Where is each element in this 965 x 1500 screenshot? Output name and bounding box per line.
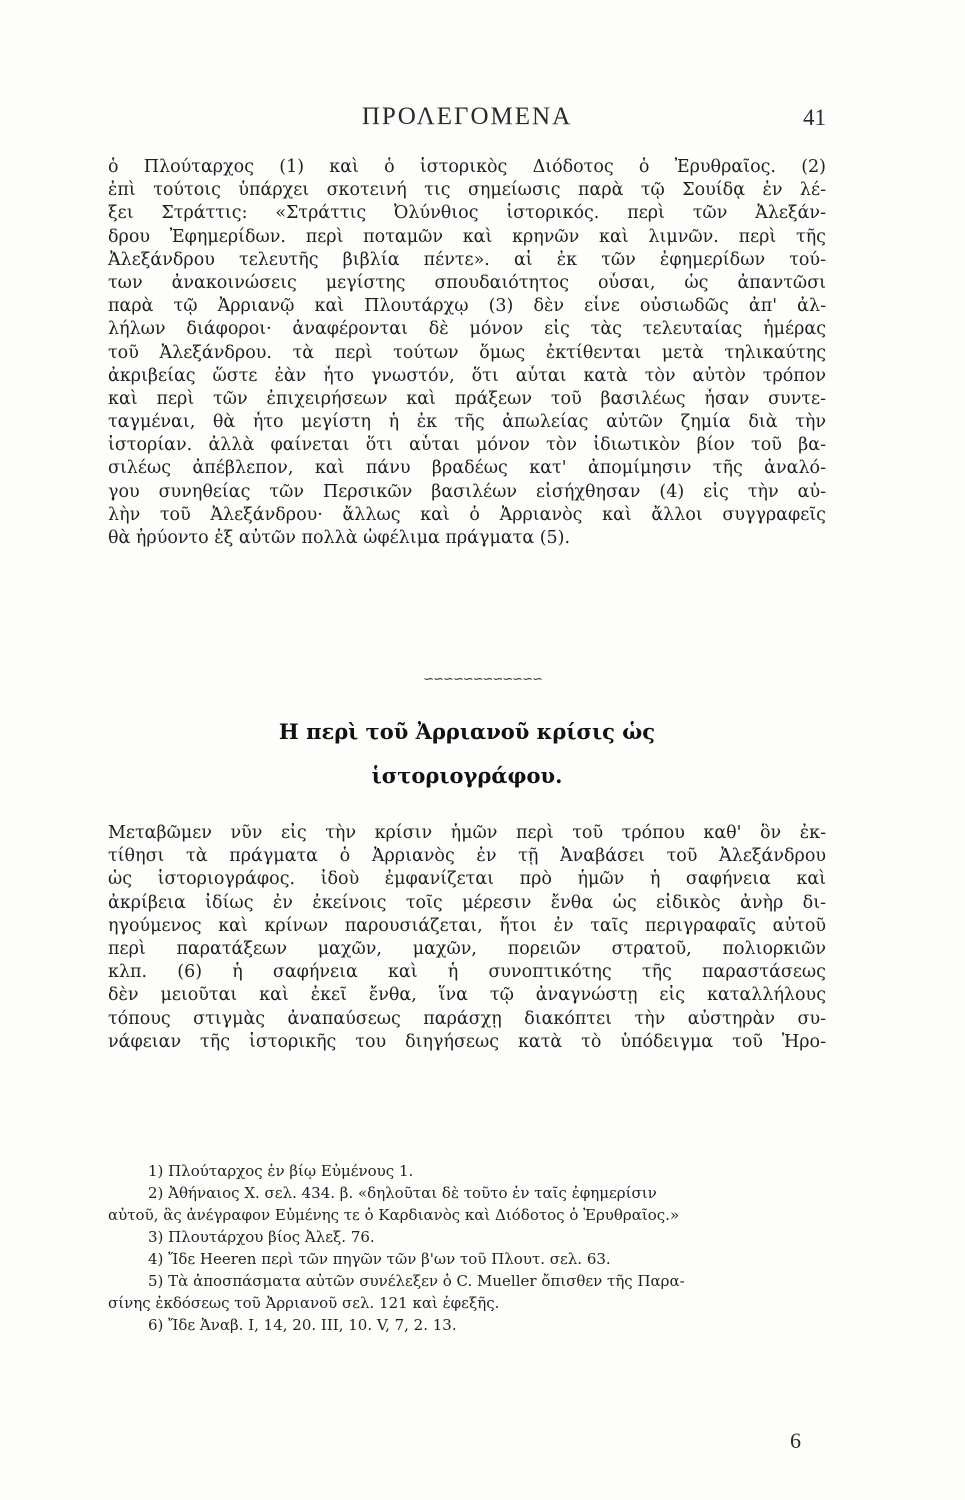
footnote-2: 2) Ἀθήναιος Χ. σελ. 434. β. «δηλοῦται δὲ τοῦτο ἐν ταῖς ἐφημερίσιν — [148, 1184, 657, 1202]
paragraph-intro — [108, 156, 826, 550]
text-line: γου συνηθείας τῶν Περσικῶν βασιλέων εἰσήχθησαν (4) εἰς τὴν αὐ- — [108, 481, 826, 502]
footnote-6: 6) Ἴδε Ἀναβ. I, 14, 20. III, 10. V, 7, 2. 13. — [148, 1316, 457, 1334]
section-heading — [108, 710, 826, 798]
text-line: καὶ περὶ τῶν ἐπιχειρήσεων καὶ πράξεων τοῦ βασιλέως ἦσαν συντε- — [108, 388, 826, 409]
footnotes — [108, 1160, 826, 1336]
footnote-5-continued: σίνης ἐκδόσεως τοῦ Ἀρριανοῦ σελ. 121 καὶ ἐφεξῆς. — [108, 1294, 500, 1312]
text-line: σιλέως ἀπέβλεπον, καὶ πάνυ βραδέως κατ' ἀπομίμησιν τῆς ἀναλό- — [108, 458, 826, 479]
footnote-4: 4) Ἴδε Heeren περὶ τῶν πηγῶν τῶν β'ων τοῦ Πλουτ. σελ. 63. — [148, 1250, 611, 1268]
text-line: τίθησι τὰ πράγματα ὁ Ἀρριανὸς ἐν τῇ Ἀναβάσει τοῦ Ἀλεξάνδρου — [108, 846, 826, 867]
text-line: ὁ Πλούταρχος (1) καὶ ὁ ἱστορικὸς Διόδοτος ὁ Ἐρυθραῖος. (2) — [108, 157, 826, 177]
text-line: Ἀλεξάνδρου τελευτῆς βιβλία πέντε». αἱ ἐκ τῶν ἐφημερίδων τού- — [108, 249, 826, 270]
text-line: λὴν τοῦ Ἀλεξάνδρου· ἄλλως καὶ ὁ Ἀρριανὸς καὶ ἄλλοι συγγραφεῖς — [108, 504, 826, 525]
text-line: λήλων διάφοροι· ἀναφέρονται δὲ μόνον εἰς τὰς τελευταίας ἡμέρας — [108, 319, 826, 340]
text-line: ὡς ἱστοριογράφος. ἰδοὺ ἐμφανίζεται πρὸ ἡμῶν ἡ σαφήνεια καὶ — [108, 869, 826, 890]
text-line: των ἀνακοινώσεις μεγίστης σπουδαιότητος οὖσαι, ὡς ἀπαντῶσι — [108, 272, 826, 293]
page-number: 41 — [803, 105, 826, 130]
text-line: Μεταβῶμεν νῦν εἰς τὴν κρίσιν ἡμῶν περὶ τοῦ τρόπου καθ' ὃν ἐκ- — [108, 823, 826, 843]
text-line: τοῦ Ἀλεξάνδρου. τὰ περὶ τούτων ὅμως ἐκτίθενται μετὰ τηλικαύτης — [108, 342, 826, 363]
text-line: ἀκρίβεια ἰδίως ἐν ἐκείνοις τοῖς μέρεσιν ἔνθα ὡς εἰδικὸς ἀνὴρ δι- — [108, 892, 826, 913]
sheet-signature: 6 — [790, 1428, 801, 1453]
text-line: περὶ παρατάξεων μαχῶν, μαχῶν, πορειῶν στρατοῦ, πολιορκιῶν — [108, 938, 826, 959]
section-heading-line: ἱστοριογράφου. — [371, 763, 563, 788]
text-line: ἐπὶ τούτοις ὑπάρχει σκοτεινή τις σημείωσις παρὰ τῷ Σουίδᾳ ἐν λέ- — [108, 180, 826, 201]
running-title: ΠΡΟΛΕΓΟΜΕΝΑ — [361, 103, 573, 130]
text-line: ἀκριβείας ὥστε ἐὰν ἦτο γνωστόν, ὅτι αὗται κατὰ τὸν αὐτὸν τρόπον — [108, 365, 826, 386]
footnote-3: 3) Πλουτάρχου βίος Ἀλεξ. 76. — [148, 1228, 375, 1246]
text-line: ἱστορίαν. ἀλλὰ φαίνεται ὅτι αὗται μόνον τὸν ἰδιωτικὸν βίον τοῦ βα- — [108, 435, 826, 456]
footnote-5: 5) Τὰ ἀποσπάσματα αὐτῶν συνέλεξεν ὁ C. Mueller ὄπισθεν τῆς Παρα- — [148, 1272, 685, 1290]
text-line: ηγούμενος καὶ κρίνων παρουσιάζεται, ἤτοι ἐν ταῖς περιγραφαῖς αὐτοῦ — [108, 915, 826, 936]
text-line: νάφειαν τῆς ἱστορικῆς του διηγήσεως κατὰ τὸ ὑπόδειγμα τοῦ Ἡρο- — [108, 1031, 826, 1052]
text-line: δὲν μειοῦται καὶ ἐκεῖ ἔνθα, ἵνα τῷ ἀναγνώστῃ εἰς καταλλήλους — [108, 985, 826, 1006]
page-header — [108, 103, 826, 137]
text-line: θὰ ἠρύοντο ἐξ αὐτῶν πολλὰ ὠφέλιμα πράγματα (5). — [108, 528, 571, 548]
footnote-1: 1) Πλούταρχος ἐν βίῳ Εὐμένους 1. — [148, 1162, 414, 1180]
paragraph-critique — [108, 822, 826, 1054]
section-heading-line: Η περὶ τοῦ Ἀρριανοῦ κρίσις ὡς — [278, 719, 656, 744]
section-ornament: ∽∽∽∽∽∽∽∽∽∽∽∽ — [423, 672, 542, 687]
text-line: ταγμέναι, θὰ ἦτο μεγίστη ἡ ἐκ τῆς ἀπωλείας αὐτῶν ζημία διὰ τὴν — [108, 412, 826, 433]
text-line: δρου Ἐφημερίδων. περὶ ποταμῶν καὶ κρηνῶν καὶ λιμνῶν. περὶ τῆς — [108, 226, 826, 247]
text-line: ξει Στράττις: «Στράττις Ὀλύνθιος ἱστορικός. περὶ τῶν Ἀλεξάν- — [108, 203, 826, 224]
text-line: τόπους στιγμὰς ἀναπαύσεως παράσχῃ διακόπτει τὴν αὐστηρὰν συ- — [108, 1008, 826, 1029]
text-line: παρὰ τῷ Ἀρριανῷ καὶ Πλουτάρχῳ (3) δὲν εἶνε οὐσιωδῶς ἀπ' ἀλ- — [108, 296, 826, 317]
text-line: κλπ. (6) ἡ σαφήνεια καὶ ἡ συνοπτικότης τῆς παραστάσεως — [108, 962, 826, 983]
footnote-2-continued: αὐτοῦ, ἃς ἀνέγραφον Εὐμένης τε ὁ Καρδιανὸς καὶ Διόδοτος ὁ Ἐρυθραῖος.» — [108, 1206, 680, 1224]
